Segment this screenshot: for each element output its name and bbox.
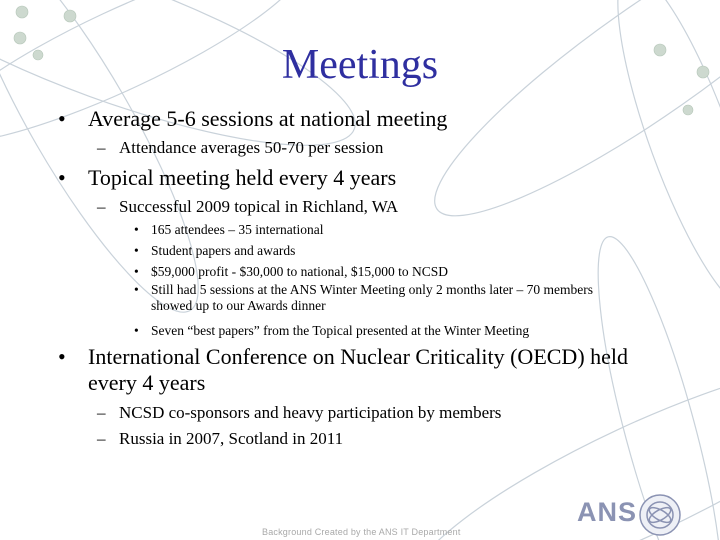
bullet-text: Still had 5 sessions at the ANS Winter Meeting only 2 months later – 70 members showed up to our Awards dinner xyxy=(151,282,594,313)
bullet-text: International Conference on Nuclear Criticality (OECD) held every 4 years xyxy=(88,344,629,395)
bullet-level3 xyxy=(134,282,619,314)
bullet-text: Successful 2009 topical in Richland, WA xyxy=(119,197,399,216)
dash-marker: – xyxy=(97,138,106,157)
bullet-level3 xyxy=(134,320,624,341)
dash-marker: – xyxy=(97,197,106,216)
bullet-text: Average 5-6 sessions at national meeting xyxy=(88,106,448,131)
dash-marker: – xyxy=(97,403,106,422)
ans-seal-icon xyxy=(640,495,680,535)
bullet-marker: • xyxy=(58,344,66,369)
bullet-level2 xyxy=(97,197,398,217)
bullet-text: $59,000 profit - $30,000 to national, $15,000 to NCSD xyxy=(151,264,448,279)
bullet-level2 xyxy=(97,138,383,158)
bullet-marker: • xyxy=(134,243,139,258)
atom-dot xyxy=(64,10,76,22)
bullet-marker: • xyxy=(134,323,139,338)
bullet-level1 xyxy=(58,106,447,132)
bullet-text: Attendance averages 50-70 per session xyxy=(119,138,384,157)
bullet-level3 xyxy=(134,261,624,282)
bullet-marker: • xyxy=(134,264,139,279)
bullet-level2 xyxy=(97,429,343,449)
footer-credit: Background Created by the ANS IT Department xyxy=(262,527,461,537)
bullet-level3 xyxy=(134,240,624,261)
bullet-level1 xyxy=(58,344,658,396)
atom-dot xyxy=(683,105,693,115)
bullet-text: 165 attendees – 35 international xyxy=(151,222,324,237)
orbit-line xyxy=(405,0,720,254)
slide-title: Meetings xyxy=(281,42,439,88)
bullet-text: NCSD co-sponsors and heavy participation by members xyxy=(119,403,502,422)
bullet-level3 xyxy=(134,219,624,240)
bullet-text: Topical meeting held every 4 years xyxy=(88,165,397,190)
bullet-level1 xyxy=(58,165,396,191)
atom-dot xyxy=(16,6,28,18)
bullet-text: Seven “best papers” from the Topical presented at the Winter Meeting xyxy=(151,323,530,338)
bullet-marker: • xyxy=(134,282,139,297)
bullet-level2 xyxy=(97,403,501,423)
bullet-marker: • xyxy=(58,165,66,190)
bullet-text: Russia in 2007, Scotland in 2011 xyxy=(119,429,344,448)
bullet-marker: • xyxy=(134,222,139,237)
dash-marker: – xyxy=(97,429,106,448)
bullet-text: Student papers and awards xyxy=(151,243,296,258)
ans-logo: ANS xyxy=(577,497,638,527)
bullet-marker: • xyxy=(58,106,66,131)
